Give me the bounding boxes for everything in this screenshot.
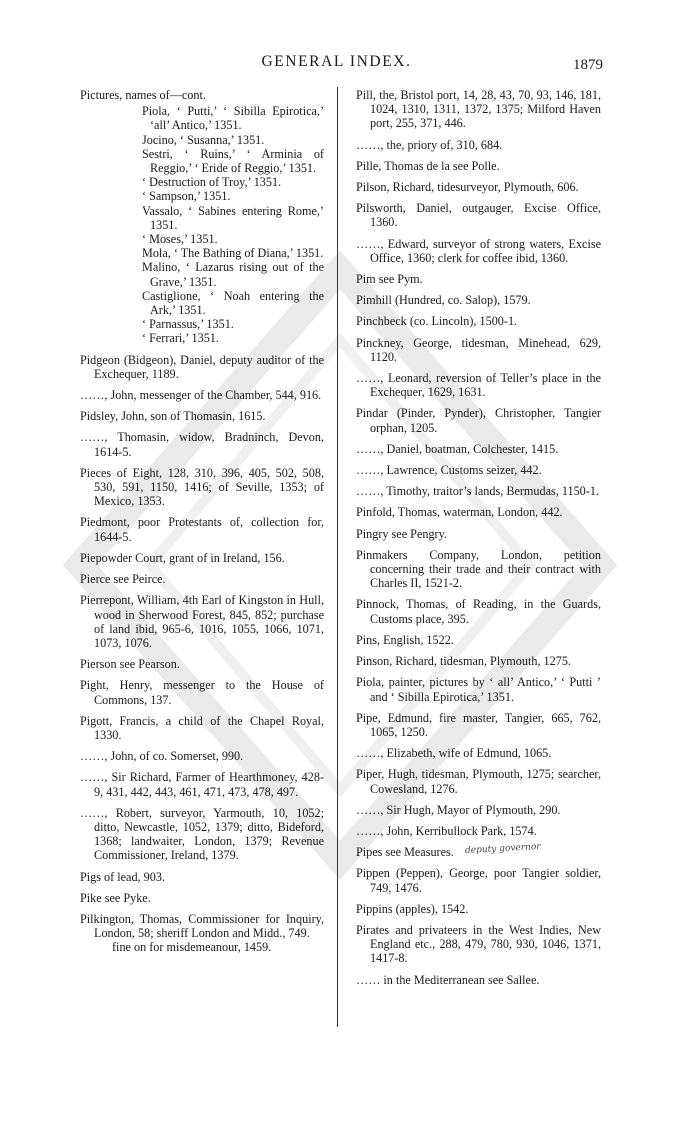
index-entry: Pigott, Francis, a child of the Chapel Royal, 1330. <box>80 713 324 742</box>
index-entry: Pinckney, George, tidesman, Minehead, 629, 1120. <box>356 335 601 364</box>
index-entry: ……, John, of co. Somerset, 990. <box>80 749 244 764</box>
index-entry: Pirates and privateers in the West Indies, New England etc., 288, 479, 780, 930, 1046, 1371, 1417-8. <box>356 922 601 966</box>
index-continuation: fine on for misdemeanour, 1459. <box>112 940 272 955</box>
index-entry: ……, the, priory of, 310, 684. <box>356 137 503 152</box>
index-entry: ……, Sir Richard, Farmer of Hearthmoney, 428-9, 431, 442, 443, 461, 471, 473, 478, 497. <box>80 770 324 799</box>
index-subentry: Piola, ‘ Putti,’ ‘ Sibilla Epirotica,’ ‘all’ Antico,’ 1351. <box>142 104 324 133</box>
index-subentry: ‘ Sampson,’ 1351. <box>142 189 231 204</box>
index-entry: Pinnock, Thomas, of Reading, in the Guards, Customs place, 395. <box>356 597 601 626</box>
index-entry: ……, Thomasin, widow, Bradninch, Devon, 1614-5. <box>80 430 324 459</box>
index-entry: ……, Robert, surveyor, Yarmouth, 10, 1052; ditto, Newcastle, 1052, 1379; ditto, Bideford, 1368; landwaiter, London, 1379; Revenue Commissioner, Ireland, 1379. <box>80 805 324 863</box>
index-entry: Pim see Pym. <box>356 272 423 287</box>
index-entry: ……, Leonard, reversion of Teller’s place in the Exchequer, 1629, 1631. <box>356 371 601 400</box>
index-entry: Pierson see Pearson. <box>80 657 180 672</box>
index-entry: Pill, the, Bristol port, 14, 28, 43, 70, 93, 146, 181, 1024, 1310, 1311, 1372, 1375; Milford Haven port, 255, 371, 446. <box>356 88 601 131</box>
index-entry: Pingry see Pengry. <box>356 526 447 541</box>
index-subentry: Mola, ‘ The Bathing of Diana,’ 1351. <box>142 246 324 261</box>
index-entry: Pimhill (Hundred, co. Salop), 1579. <box>356 293 531 308</box>
index-entry: Pipe, Edmund, fire master, Tangier, 665, 762, 1065, 1250. <box>356 710 601 739</box>
index-entry: Pidgeon (Bidgeon), Daniel, deputy auditor of the Exchequer, 1189. <box>80 352 324 381</box>
index-entry: Pidsley, John, son of Thomasin, 1615. <box>80 409 266 424</box>
page-header-title: GENERAL INDEX. <box>261 53 412 70</box>
index-entry: ……, Lawrence, Customs seizer, 442. <box>356 463 542 478</box>
index-entry: Pippen (Peppen), George, poor Tangier soldier, 749, 1476. <box>356 866 601 895</box>
index-entry: Pight, Henry, messenger to the House of Commons, 137. <box>80 678 324 707</box>
index-entry: Piper, Hugh, tidesman, Plymouth, 1275; searcher, Cowesland, 1276. <box>356 767 601 796</box>
index-entry: Pinmakers Company, London, petition concerning their trade and their contract with Charles II, 1521-2. <box>356 547 601 591</box>
page-number: 1879 <box>573 57 603 73</box>
index-entry: ……, John, Kerribullock Park, 1574. <box>356 823 537 838</box>
index-entry: Piepowder Court, grant of in Ireland, 156. <box>80 550 285 565</box>
index-entry: Pinson, Richard, tidesman, Plymouth, 1275. <box>356 654 571 669</box>
index-entry: Pike see Pyke. <box>80 890 151 905</box>
index-entry: Pippins (apples), 1542. <box>356 901 469 916</box>
index-entry: Pieces of Eight, 128, 310, 396, 405, 502, 508, 530, 591, 1150, 1416; of Seville, 1353; of Mexico, 1353. <box>80 465 324 509</box>
index-entry: Pilsworth, Daniel, outgauger, Excise Office, 1360. <box>356 201 601 230</box>
index-subentry: ‘ Destruction of Troy,’ 1351. <box>142 175 282 190</box>
index-entry: ……, Elizabeth, wife of Edmund, 1065. <box>356 746 552 761</box>
index-entry: ……, Sir Hugh, Mayor of Plymouth, 290. <box>356 802 561 817</box>
left-column <box>80 88 324 955</box>
handwritten-annotation: deputy governor <box>464 842 541 856</box>
index-entry: Pilson, Richard, tidesurveyor, Plymouth, 606. <box>356 180 579 195</box>
index-entry: ……, Daniel, boatman, Colchester, 1415. <box>356 441 559 456</box>
index-entry: ……, Timothy, traitor’s lands, Bermudas, 1150-1. <box>356 484 599 499</box>
index-subentry: Malino, ‘ Lazarus rising out of the Grave,’ 1351. <box>142 260 324 289</box>
index-entry: Pindar (Pinder, Pynder), Christopher, Tangier orphan, 1205. <box>356 406 601 435</box>
index-entry: Piedmont, poor Protestants of, collection for, 1644-5. <box>80 515 324 544</box>
index-entry: Pipes see Measures. <box>356 845 454 860</box>
column-divider <box>337 87 338 1027</box>
index-subentry: ‘ Ferrari,’ 1351. <box>142 331 219 346</box>
index-entry: Pille, Thomas de la see Polle. <box>356 158 500 173</box>
index-entry: …… in the Mediterranean see Sallee. <box>356 972 540 987</box>
index-entry: Pierrepont, William, 4th Earl of Kingston in Hull, wood in Sherwood Forest, 845, 852; purchase of land ibid, 965-6, 1016, 1055, 1066, 1071, 1073, 1076. <box>80 593 324 650</box>
index-entry: Pilkington, Thomas, Commissioner for Inquiry, London, 58; sheriff London and Midd., 749. <box>80 911 324 941</box>
index-subentry: Sestri, ‘ Ruins,’ ‘ Arminia of Reggio,’ ‘ Eride of Reggio,’ 1351. <box>142 146 324 176</box>
index-subentry: ‘ Moses,’ 1351. <box>142 232 218 247</box>
index-entry: ……, Edward, surveyor of strong waters, Excise Office, 1360; clerk for coffee ibid, 1360. <box>356 236 601 265</box>
index-entry: Pinfold, Thomas, waterman, London, 442. <box>356 505 563 520</box>
index-entry: Pigs of lead, 903. <box>80 869 165 884</box>
index-entry: Pins, English, 1522. <box>356 632 454 647</box>
index-subentry: ‘ Parnassus,’ 1351. <box>142 317 234 332</box>
index-entry: Pierce see Peirce. <box>80 572 166 587</box>
right-column <box>356 88 601 994</box>
index-subentry: Vassalo, ‘ Sabines entering Rome,’ 1351. <box>142 203 324 232</box>
index-subentry: Castiglione, ‘ Noah entering the Ark,’ 1351. <box>142 288 324 318</box>
index-entry: Pinchbeck (co. Lincoln), 1500-1. <box>356 314 518 329</box>
index-entry: Pictures, names of—cont. <box>80 88 206 102</box>
index-subentry: Jocino, ‘ Susanna,’ 1351. <box>142 132 265 147</box>
index-entry: Piola, painter, pictures by ‘ all’ Antico,’ ‘ Putti ’ and ‘ Sibilla Epirotica,’ 1351. <box>356 675 601 704</box>
index-entry: ……, John, messenger of the Chamber, 544, 916. <box>80 388 322 403</box>
